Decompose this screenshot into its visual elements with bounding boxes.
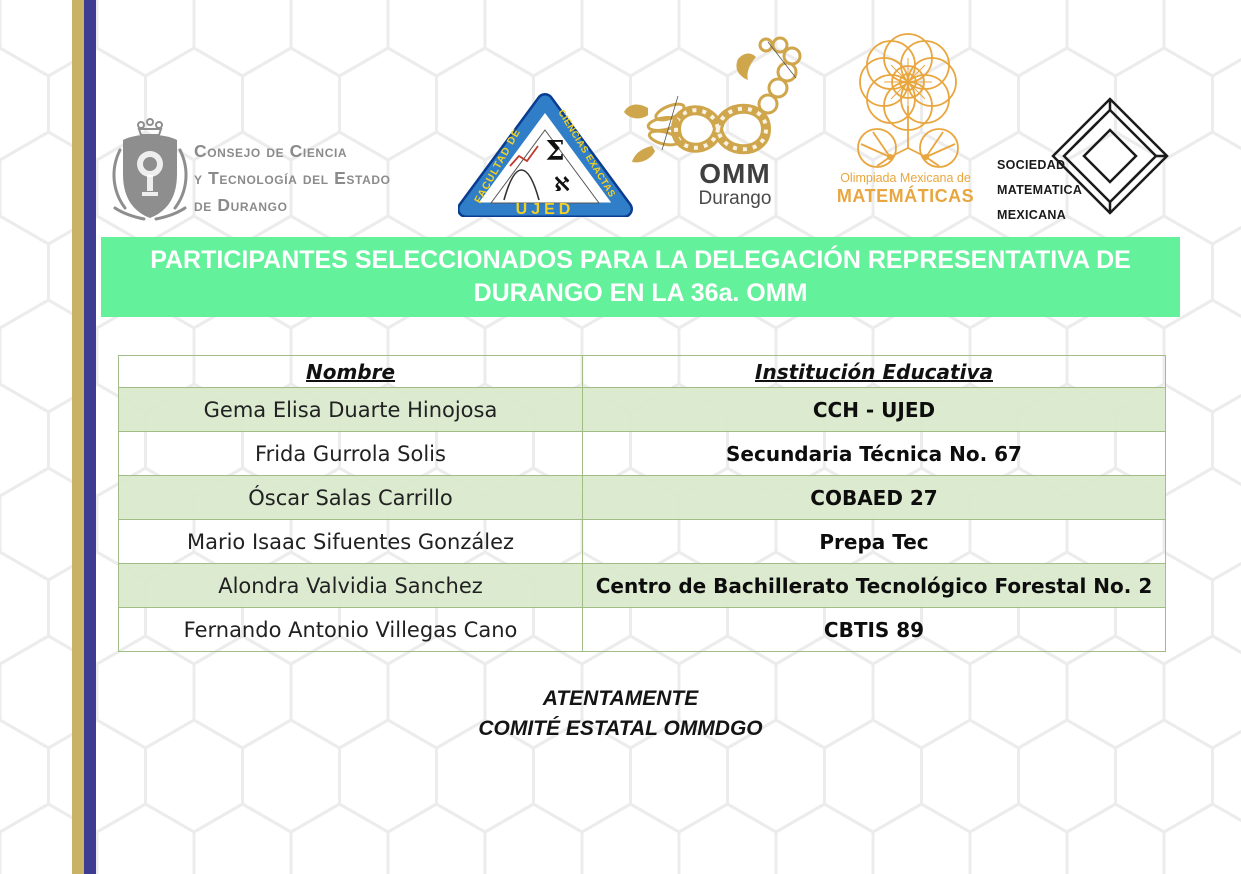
smm-line-3: MEXICANA (997, 208, 1067, 222)
table-row (119, 431, 1165, 475)
omm-durango-scorpion-icon (618, 32, 818, 167)
cell-nombre: Gema Elisa Duarte Hinojosa (119, 388, 583, 431)
cell-nombre: Óscar Salas Carrillo (119, 476, 583, 519)
olimpiada-wordmark (813, 170, 998, 206)
conacyt-line-2: y Tecnología del Estado (194, 168, 391, 188)
cell-institucion: Secundaria Técnica No. 67 (726, 441, 1022, 466)
smm-line-1: SOCIEDAD (997, 158, 1066, 172)
header-nombre: Nombre (119, 356, 583, 387)
cell-institucion: COBAED 27 (810, 485, 938, 510)
left-stripe-gold (72, 0, 84, 874)
cell-nombre: Alondra Valvidia Sanchez (119, 564, 583, 607)
banner-line-1: PARTICIPANTES SELECCIONADOS PARA LA DELEGACIÓN REPRESENTATIVA DE (150, 246, 1131, 274)
cell-nombre: Fernando Antonio Villegas Cano (119, 608, 583, 651)
cell-nombre: Mario Isaac Sifuentes González (119, 520, 583, 563)
svg-text:Σ: Σ (545, 136, 565, 167)
title-banner (101, 237, 1180, 317)
ujed-left-edge-label: FACULTAD DE (472, 126, 524, 206)
ujed-right-edge-label: CIENCIAS EXACTAS (555, 107, 618, 200)
omm-title: OMM (699, 158, 771, 189)
conacyt-durango-wordmark (194, 138, 484, 219)
smm-diamond-icon (1050, 96, 1170, 216)
table-row (119, 607, 1165, 651)
footer-line-1: ATENTAMENTE (542, 687, 699, 710)
olimpiada-line-1: Olimpiada Mexicana de (840, 171, 971, 185)
table-row (119, 387, 1165, 431)
table-row (119, 563, 1165, 607)
smm-line-2: MATEMATICA (997, 183, 1083, 197)
omm-subtitle: Durango (698, 188, 772, 209)
left-stripe-blue (84, 0, 96, 874)
cell-institucion: Centro de Bachillerato Tecnológico Forestal No. 2 (595, 573, 1153, 598)
cell-institucion: CBTIS 89 (823, 617, 925, 642)
participants-table (118, 355, 1166, 652)
header-institucion: Institución Educativa (755, 359, 993, 384)
cell-nombre: Frida Gurrola Solis (119, 432, 583, 475)
signature-block (0, 684, 1241, 744)
table-row (119, 475, 1165, 519)
ujed-bottom-label: UJED (515, 201, 575, 217)
cell-institucion: Prepa Tec (819, 529, 929, 554)
cell-institucion: CCH - UJED (812, 397, 936, 422)
ujed-ciencias-exactas-logo-icon (458, 92, 633, 217)
svg-text:ℵ: ℵ (554, 172, 570, 196)
footer-line-2: COMITÉ ESTATAL OMMDGO (478, 717, 763, 740)
olimpiada-matematicas-flower-icon (833, 30, 983, 175)
conacyt-durango-shield-icon (110, 118, 190, 222)
table-header-row (119, 356, 1165, 387)
conacyt-line-1: Consejo de Ciencia (194, 141, 348, 161)
conacyt-line-3: de Durango (194, 195, 288, 215)
banner-line-2: DURANGO EN LA 36a. OMM (473, 279, 808, 307)
table-row (119, 519, 1165, 563)
omm-durango-wordmark (650, 160, 820, 209)
olimpiada-line-2: MATEMÁTICAS (836, 186, 975, 206)
